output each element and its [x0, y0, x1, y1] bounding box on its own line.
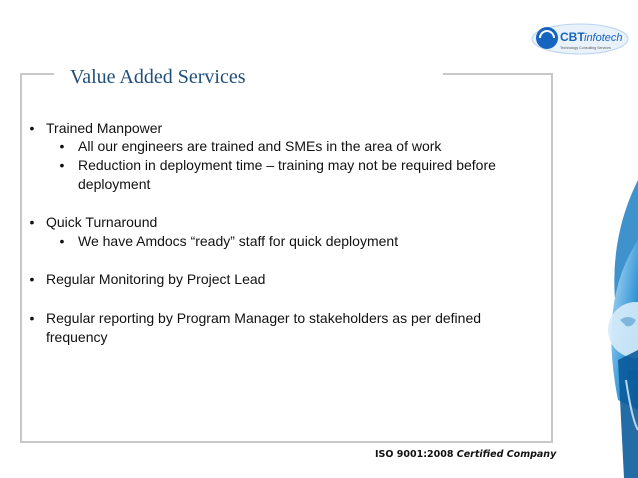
- svg-text:CBT: CBT: [560, 30, 585, 44]
- bullet-text: We have Amdocs “ready” staff for quick deployment: [78, 233, 399, 249]
- bullet-text: Regular reporting by Program Manager to stakeholders as per defined: [46, 310, 482, 326]
- svg-text:infotech: infotech: [584, 32, 623, 44]
- bullet-dot: •: [59, 138, 65, 154]
- bullet-text: deployment: [78, 176, 151, 192]
- bullet-text: frequency: [46, 329, 108, 345]
- bullet-text: Quick Turnaround: [46, 214, 158, 230]
- svg-text:Technology Consulting Services: Technology Consulting Services: [560, 46, 611, 50]
- bullet-dot: •: [59, 233, 65, 249]
- bullet-text: Trained Manpower: [46, 120, 163, 136]
- globe-decoration-image: [598, 180, 638, 478]
- bullet-text: All our engineers are trained and SMEs in the area of work: [78, 138, 442, 154]
- slide-title: Value Added Services: [70, 66, 246, 88]
- bullet-dot: •: [29, 310, 35, 326]
- bullet-dot: •: [29, 214, 35, 230]
- bullet-dot: •: [29, 271, 35, 287]
- footer-company: Certified Company: [456, 449, 557, 460]
- bullet-dot: •: [29, 120, 35, 136]
- bullet-text: Reduction in deployment time – training may not be required before: [78, 157, 496, 173]
- footer-cert: ISO 9001:2008: [375, 449, 454, 460]
- bullet-dot: •: [59, 157, 65, 173]
- bullet-text: Regular Monitoring by Project Lead: [46, 271, 266, 287]
- footer-certification: [375, 449, 556, 460]
